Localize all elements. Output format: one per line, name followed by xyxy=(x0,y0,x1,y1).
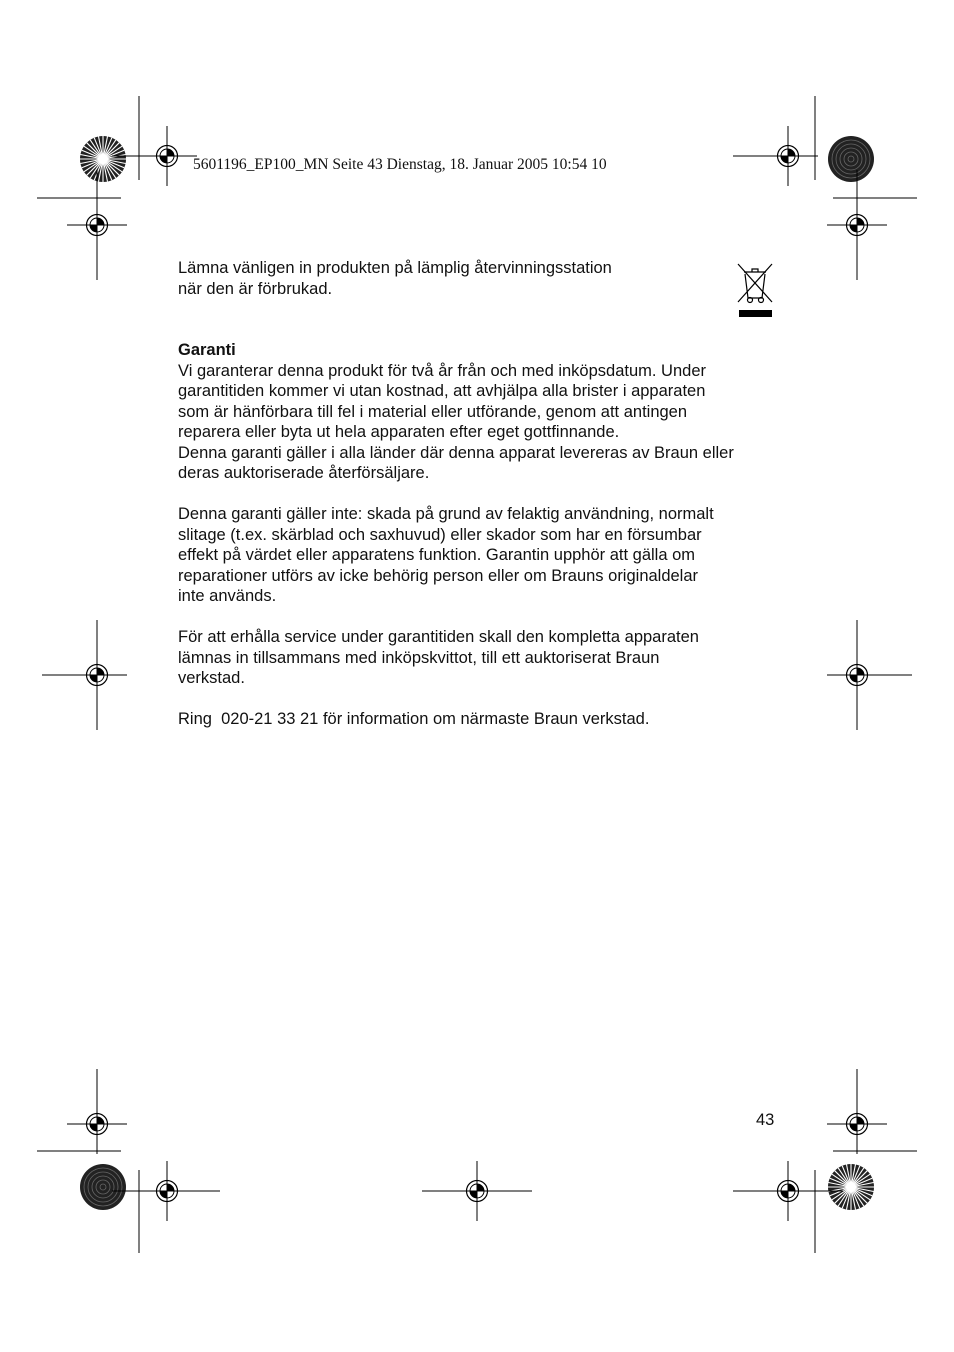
guarantee-line: slitage (t.ex. skärblad och saxhuvud) eller skador som har en försumbar xyxy=(178,525,702,544)
guarantee-line: verkstad. xyxy=(178,669,245,687)
print-slug: 5601196_EP100_MN Seite 43 Dienstag, 18. Januar 2005 10:54 10 xyxy=(193,156,607,173)
page-number: 43 xyxy=(756,1111,775,1129)
guarantee-line: effekt på värdet eller apparatens funktion. Garantin upphör att gälla om xyxy=(178,546,696,564)
guarantee-line: Denna garanti gäller inte: skada på grund av felaktig användning, normalt xyxy=(178,505,714,523)
guarantee-section xyxy=(178,340,778,730)
paragraph-spacer xyxy=(178,689,778,710)
guarantee-line: Vi garanterar denna produkt för två år från och med inköpsdatum. Under xyxy=(178,361,706,380)
paragraph-spacer xyxy=(178,607,778,628)
guarantee-line: garantitiden kommer vi utan kostnad, att avhjälpa alla brister i apparaten xyxy=(178,382,706,400)
paragraph-spacer xyxy=(178,484,778,505)
section-heading: Garanti xyxy=(178,341,236,359)
guarantee-line: reparera eller byta ut hela apparaten efter eget gottfinnande. xyxy=(178,423,620,441)
guarantee-line: som är hänförbara till fel i material eller utförande, genom att antingen xyxy=(178,402,688,421)
recycling-notice xyxy=(178,258,698,299)
crossed-out-wheelie-bin-icon xyxy=(734,260,776,320)
guarantee-line: deras auktoriserade återförsäljare. xyxy=(178,464,430,482)
guarantee-line: inte används. xyxy=(178,587,277,605)
recycling-line: Lämna vänligen in produkten på lämplig återvinningsstation xyxy=(178,259,612,277)
recycling-line: när den är förbrukad. xyxy=(178,279,333,298)
guarantee-line: Denna garanti gäller i alla länder där denna apparat levereras av Braun eller xyxy=(178,443,734,462)
service-phone-line: Ring 020-21 33 21 för information om närmaste Braun verkstad. xyxy=(178,710,650,728)
guarantee-line: lämnas in tillsammans med inköpskvittot, till ett auktoriserat Braun xyxy=(178,648,660,667)
guarantee-line: reparationer utförs av icke behörig person eller om Brauns originaldelar xyxy=(178,566,699,585)
guarantee-line: För att erhålla service under garantitiden skall den kompletta apparaten xyxy=(178,628,699,646)
